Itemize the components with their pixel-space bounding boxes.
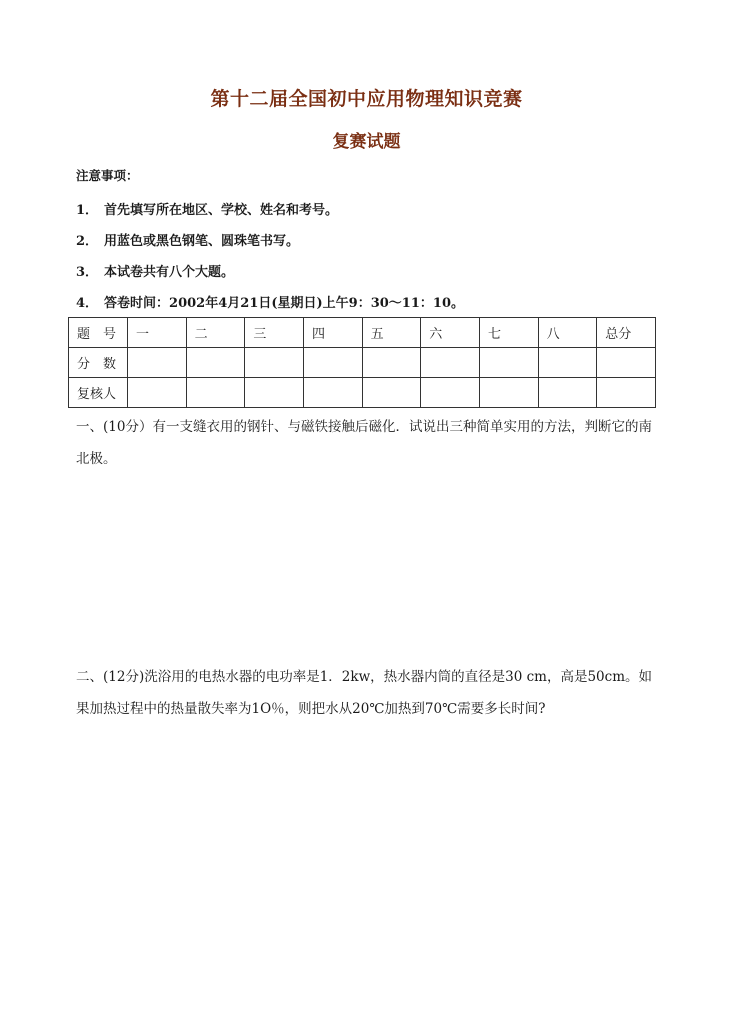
score-table-header-cell: 八 [538,318,597,348]
note-text: 首先填写所在地区、学校、姓名和考号。 [104,203,339,218]
reviewer-cell[interactable] [128,378,187,408]
score-table-header-cell: 四 [303,318,362,348]
score-cell[interactable] [597,348,656,378]
notes-heading: 注意事项： [76,168,139,183]
reviewer-cell[interactable] [421,378,480,408]
score-cell[interactable] [303,348,362,378]
score-cell[interactable] [538,348,597,378]
reviewer-cell[interactable] [538,378,597,408]
note-item [76,199,338,218]
score-table-header-cell: 总分 [597,318,656,348]
score-table-header-cell: 题 号 [69,318,128,348]
reviewer-cell[interactable] [479,378,538,408]
score-cell[interactable] [362,348,421,378]
reviewer-cell[interactable] [245,378,304,408]
note-number: 4． [76,296,99,311]
score-cell[interactable] [128,348,187,378]
note-number: 3． [76,265,99,280]
note-item [76,230,299,249]
page-title: 第十二届全国初中应用物理知识竞赛 [210,88,523,110]
question-2: 二、(12分)洗浴用的电热水器的电功率是1．2kw，热水器内筒的直径是30 cm，高是50cm。如果加热过程中的热量散失率为1O％，则把水从20℃加热到70℃需要多长时间? [76,669,652,717]
score-cell[interactable] [421,348,480,378]
page-subtitle: 复赛试题 [332,132,401,152]
score-table-header-cell: 五 [362,318,421,348]
score-table [68,317,656,408]
reviewer-cell[interactable] [303,378,362,408]
note-text: 本试卷共有八个大题。 [104,265,235,280]
score-table-header-cell: 一 [128,318,187,348]
note-text: 答卷时间：2002年4月21日(星期日)上午9：30～11：10。 [104,296,464,311]
score-row-label: 分 数 [69,348,128,378]
reviewer-cell[interactable] [186,378,245,408]
note-text: 用蓝色或黑色钢笔、圆珠笔书写。 [104,234,300,249]
score-table-header-cell: 七 [479,318,538,348]
question-1: 一、(10分）有一支缝衣用的钢针、与磁铁接触后磁化．试说出三种简单实用的方法，判断它的南北极。 [76,419,652,467]
note-item [76,261,234,280]
reviewer-row-label: 复核人 [69,378,128,408]
reviewer-cell[interactable] [362,378,421,408]
reviewer-cell[interactable] [597,378,656,408]
note-number: 1． [76,203,99,218]
score-table-header-cell: 三 [245,318,304,348]
score-cell[interactable] [186,348,245,378]
note-item [76,292,464,311]
note-number: 2． [76,234,99,249]
score-table-header-cell: 六 [421,318,480,348]
score-table-row [69,378,656,408]
score-table-row [69,348,656,378]
score-cell[interactable] [245,348,304,378]
score-table-header-cell: 二 [186,318,245,348]
score-cell[interactable] [479,348,538,378]
score-table-header-row [69,318,656,348]
